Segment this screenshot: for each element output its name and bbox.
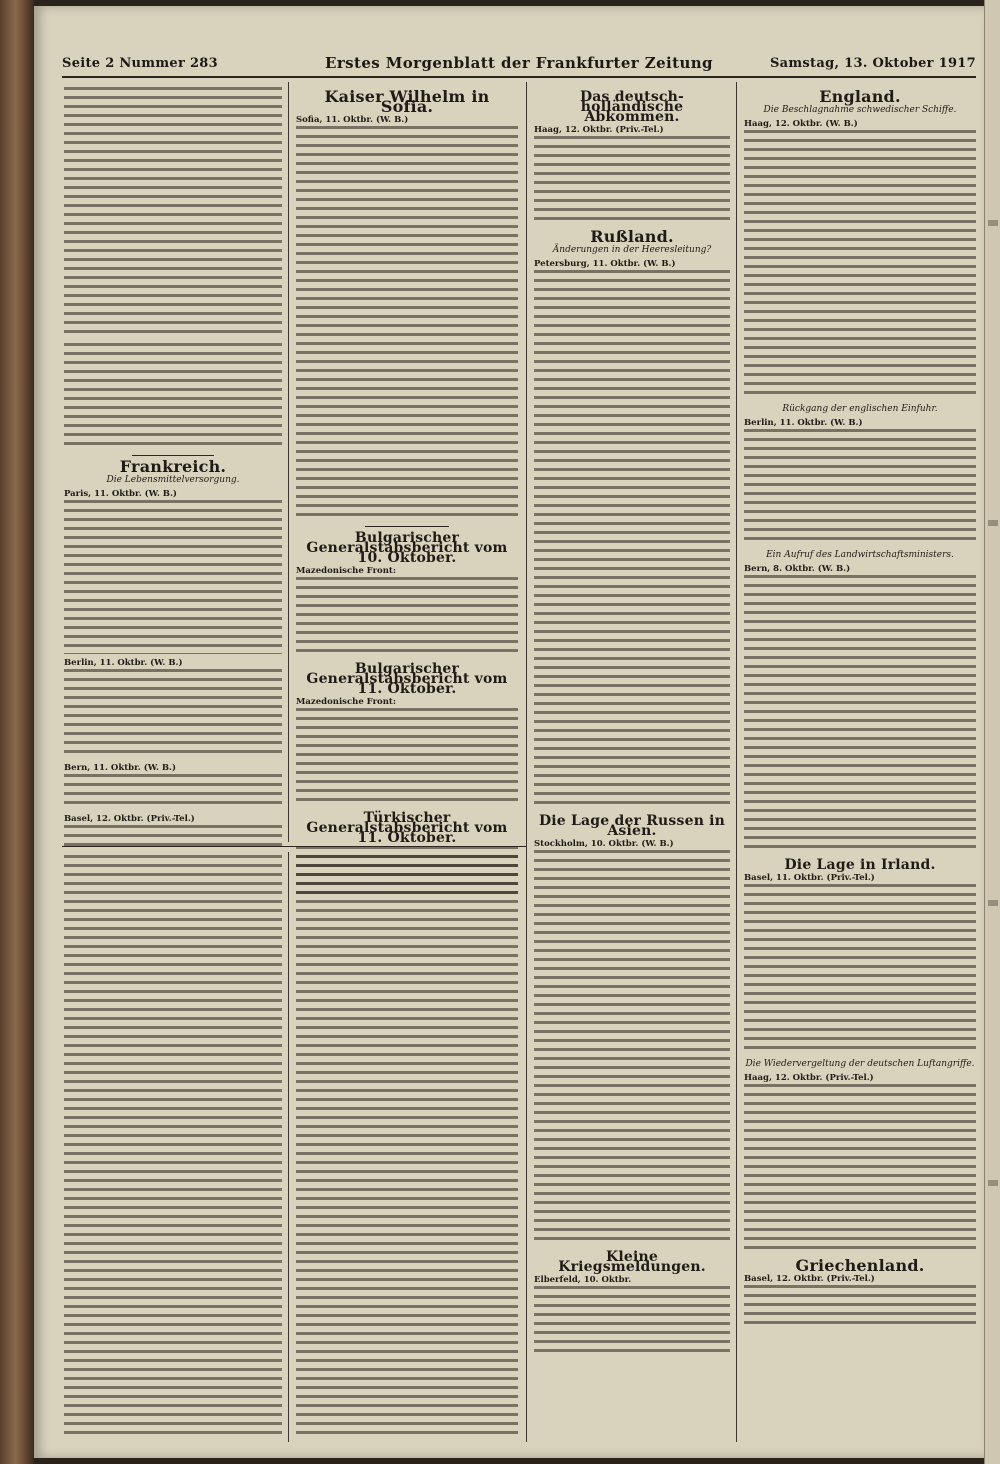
dateline: Bern, 11. Oktbr. (W. B.)	[64, 763, 177, 773]
headline-kaiser-wilhelm-sofia: Kaiser Wilhelm in Sofia.	[324, 87, 490, 116]
article-body	[296, 126, 518, 522]
page-number: Seite 2 Nummer 283	[62, 56, 218, 71]
headline-bulgarian-report-11: Bulgarischer Generalstabsbericht vom 11. Oktober.	[306, 661, 508, 697]
subheadline: Die Beschlagnahme schwedischer Schiffe.	[763, 105, 957, 115]
article-body	[744, 429, 976, 546]
article-body	[64, 87, 282, 339]
subheadline: Ein Aufruf des Landwirtschaftsministers.	[766, 550, 954, 560]
dateline: Berlin, 11. Oktbr. (W. B.)	[744, 418, 863, 428]
masthead	[62, 54, 976, 78]
subheadline: Die Lebensmittelversorgung.	[106, 475, 240, 485]
article-body	[64, 343, 282, 451]
article-body	[534, 1286, 730, 1358]
adjacent-page-edge	[984, 0, 1000, 1464]
headline-ireland: Die Lage in Irland.	[784, 857, 936, 873]
article-body	[64, 500, 282, 654]
newspaper-title: Erstes Morgenblatt der Frankfurter Zeitung	[325, 54, 713, 72]
article-body	[534, 270, 730, 810]
feuilleton-column-2	[296, 854, 518, 1444]
article-body	[64, 774, 282, 810]
column-1	[64, 86, 282, 856]
dateline: Haag, 12. Oktbr. (Priv.-Tel.)	[534, 125, 664, 135]
column-rule	[526, 82, 527, 1442]
article-body	[296, 708, 518, 807]
feuilleton-column-1	[64, 854, 282, 1444]
dateline: Basel, 11. Oktbr. (Priv.-Tel.)	[744, 873, 875, 883]
headline-turkish-report-11: Türkischer Generalstabsbericht vom 11. Oktober.	[306, 810, 508, 846]
feuilleton-body	[296, 855, 518, 1440]
newspaper-sheet	[34, 6, 984, 1458]
column-rule	[288, 852, 289, 1442]
dateline: Mazedonische Front:	[296, 566, 396, 576]
article-body	[534, 850, 730, 1246]
column-3	[534, 86, 730, 1362]
dateline: Basel, 12. Oktbr. (Priv.-Tel.)	[744, 1274, 875, 1284]
dateline: Berlin, 11. Oktbr. (W. B.)	[64, 658, 183, 668]
feuilleton-rule	[62, 846, 526, 847]
article-body	[744, 575, 976, 854]
subheadline: Rückgang der englischen Einfuhr.	[782, 404, 938, 414]
article-body	[296, 577, 518, 658]
section-rule	[365, 526, 449, 527]
headline-russians-in-asia: Die Lage der Russen in Asien.	[538, 813, 726, 839]
issue-date: Samstag, 13. Oktober 1917	[769, 56, 976, 71]
dateline: Stockholm, 10. Oktbr. (W. B.)	[534, 839, 674, 849]
headline-dutch-agreement: Das deutsch-holländische Abkommen.	[579, 89, 685, 125]
dateline: Paris, 11. Oktbr. (W. B.)	[64, 489, 177, 499]
column-4	[744, 86, 976, 1334]
headline-short-war-reports: Kleine Kriegsmeldungen.	[558, 1249, 706, 1275]
article-body	[534, 136, 730, 226]
article-body	[744, 1285, 976, 1330]
article-body	[64, 825, 282, 852]
headline-england: England.	[819, 87, 901, 106]
article-body	[744, 1084, 976, 1255]
feuilleton-body	[64, 855, 282, 1440]
subheadline: Die Wiedervergeltung der deutschen Luftangriffe.	[745, 1059, 975, 1069]
article-body	[744, 130, 976, 400]
dateline: Petersburg, 11. Oktbr. (W. B.)	[534, 259, 676, 269]
column-2	[296, 86, 518, 904]
dateline: Elberfeld, 10. Oktbr.	[534, 1275, 632, 1285]
dateline: Mazedonische Front:	[296, 697, 396, 707]
subheadline: Änderungen in der Heeresleitung?	[552, 245, 712, 255]
dateline: Haag, 12. Oktbr. (Priv.-Tel.)	[744, 1073, 874, 1083]
headline-griechenland: Griechenland.	[795, 1256, 925, 1275]
dateline: Sofia, 11. Oktbr. (W. B.)	[296, 115, 409, 125]
dateline: Haag, 12. Oktbr. (W. B.)	[744, 119, 858, 129]
column-rule	[736, 82, 737, 1442]
book-binding	[0, 0, 34, 1464]
headline-frankreich: Frankreich.	[119, 457, 227, 476]
article-body	[64, 669, 282, 759]
column-rule	[288, 82, 289, 842]
section-rule	[132, 455, 215, 456]
headline-russland: Rußland.	[590, 227, 674, 246]
headline-bulgarian-report-10: Bulgarischer Generalstabsbericht vom 10. Oktober.	[306, 530, 508, 566]
dateline: Bern, 8. Oktbr. (W. B.)	[744, 564, 851, 574]
article-body	[744, 884, 976, 1055]
dateline: Basel, 12. Oktbr. (Priv.-Tel.)	[64, 814, 195, 824]
